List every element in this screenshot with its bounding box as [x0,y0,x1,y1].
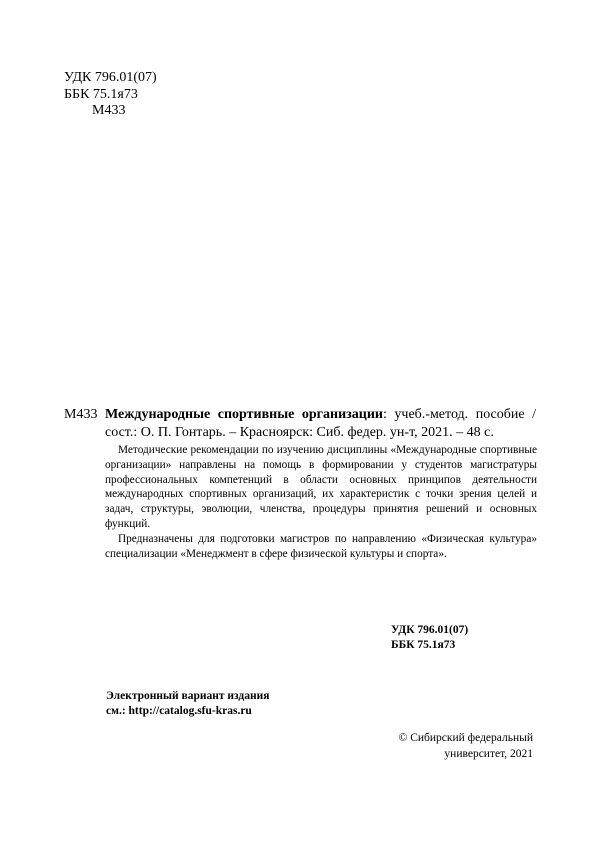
book-type: : учеб.-метод. пособие / [382,407,536,422]
copyright-line-2: университет, 2021 [444,747,533,760]
abstract-paragraph-1: Методические рекомендации по изучению дисциплины «Международные спортивные организации» направлены на помощь в формировании у студентов магистратуры профессиональных компетенций в области основных принципов деятельности международных спортивных организаций, их характеристик с точки зрения целей и задач, структуры, эволюции, членства, процедуры принятия решений и основных функций. [105,444,537,530]
header-classification-codes [64,70,157,120]
electronic-version-label: Электронный вариант издания [106,690,270,702]
udk-code: УДК 796.01(07) [64,70,157,85]
footer-udk-code: УДК 796.01(07) [391,624,469,636]
abstract-paragraph-2: Предназначены для подготовки магистров по направлению «Физическая культура» специализации «Менеджмент в сфере физической культуры и спорта». [105,532,537,560]
bbk-code: ББК 75.1я73 [64,86,138,102]
bibliographic-line-1 [105,406,536,424]
author-mark: М433 [92,103,126,118]
electronic-version-note [106,689,269,719]
book-title: Международные спортивные организации [105,407,383,422]
bibliographic-line-2: сост.: О. П. Гонтарь. – Красноярск: Сиб. федер. ун-т, 2021. – 48 с. [105,425,494,440]
catalog-link: см.: http://catalog.sfu-kras.ru [106,704,252,717]
bibliographic-description [64,406,536,442]
abstract [105,443,537,561]
footer-bbk-code: ББК 75.1я73 [391,638,456,651]
footer-classification-codes [391,623,468,652]
copyright-notice [398,731,533,762]
copyright-line-1: © Сибирский федеральный [398,732,533,744]
bibliographic-author-mark: М433 [64,407,98,422]
